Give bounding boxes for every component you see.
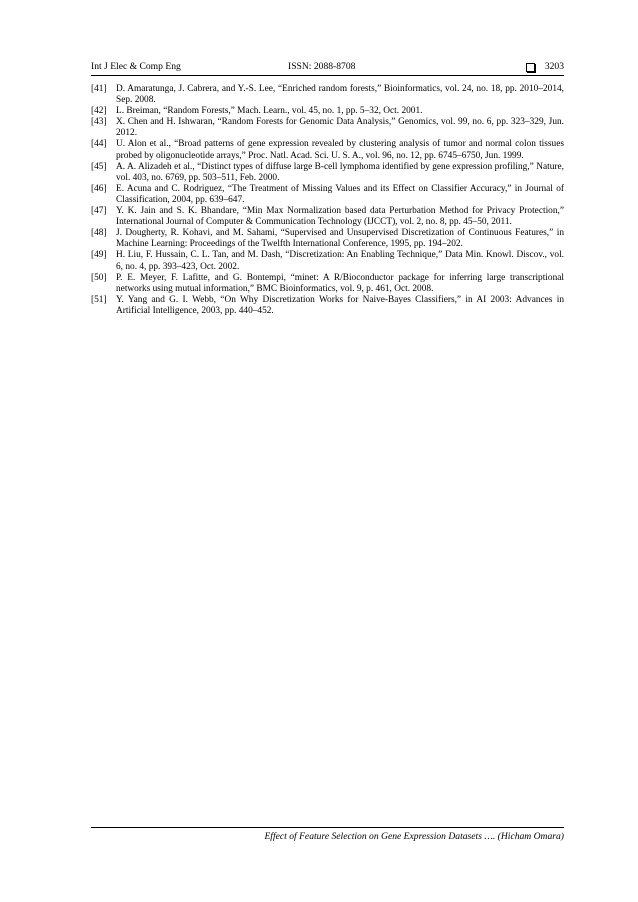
reference-list (91, 84, 564, 317)
reference-number: [43] (91, 117, 107, 128)
header-divider (91, 75, 564, 76)
page-number-group (526, 61, 564, 73)
reference-item (91, 84, 564, 106)
reference-item (91, 184, 564, 206)
reference-number: [42] (91, 106, 107, 117)
checkbox-square-icon (526, 63, 535, 72)
reference-number: [51] (91, 294, 107, 305)
reference-item (91, 273, 564, 295)
reference-text: A. A. Alizadeh et al., “Distinct types of diffuse large B-cell lymphoma identified by gene expression profiling,” Nature, vol. 403, no. 6769, pp. 503–511, Feb. 2000. (116, 161, 564, 183)
issn: ISSN: 2088-8708 (288, 61, 356, 72)
reference-text: U. Alon et al., “Broad patterns of gene expression revealed by clustering analysis of tumor and normal colon tissues probed by oligonucleotide arrays,” Proc. Natl. Acad. Sci. U. S. A., vol. 96, no. 12, pp. 6745–6750, Jun. 1999. (116, 139, 564, 161)
reference-number: [48] (91, 228, 107, 239)
reference-item (91, 117, 564, 139)
reference-text: P. E. Meyer, F. Lafitte, and G. Bontempi, “minet: A R/Bioconductor package for inferring large transcriptional networks using mutual information,” BMC Bioinformatics, vol. 9, p. 461, Oct. 2008. (116, 272, 564, 294)
reference-text: Y. K. Jain and S. K. Bhandare, “Min Max Normalization based data Perturbation Method for Privacy Protection,” International Journal of Computer & Communication Technology (IJCCT), vol. 2, no. 8, pp. 45–50, 2011. (116, 206, 564, 228)
reference-item (91, 106, 564, 117)
reference-number: [49] (91, 250, 107, 261)
reference-item (91, 162, 564, 184)
reference-text: X. Chen and H. Ishwaran, “Random Forests for Genomic Data Analysis,” Genomics, vol. 99, no. 6, pp. 323–329, Jun. 2012. (116, 117, 564, 139)
reference-text: H. Liu, F. Hussain, C. L. Tan, and M. Dash, “Discretization: An Enabling Technique,” Data Min. Knowl. Discov., vol. 6, no. 4, pp. 393–423, Oct. 2002. (116, 250, 564, 272)
running-footer: Effect of Feature Selection on Gene Expression Datasets …. (Hicham Omara) (264, 831, 564, 842)
reference-text: Y. Yang and G. I. Webb, “On Why Discretization Works for Naive-Bayes Classifiers,” in AI 2003: Advances in Artificial Intelligence, 2003, pp. 440–452. (116, 294, 564, 316)
reference-number: [41] (91, 84, 107, 94)
reference-number: [50] (91, 272, 107, 283)
reference-text: J. Dougherty, R. Kohavi, and M. Sahami, “Supervised and Unsupervised Discretization of Continuous Features,” in Machine Learning: Proceedings of the Twelfth International Conference, 1995, pp. 194–202. (116, 228, 564, 250)
page-number: 3203 (544, 61, 564, 72)
reference-item (91, 139, 564, 161)
reference-number: [45] (91, 161, 107, 172)
reference-item (91, 250, 564, 272)
reference-number: [47] (91, 206, 107, 217)
reference-number: [46] (91, 183, 107, 194)
reference-item (91, 295, 564, 317)
reference-text: D. Amaratunga, J. Cabrera, and Y.-S. Lee, “Enriched random forests,” Bioinformatics, vol. 24, no. 18, pp. 2010–2014, Sep. 2008. (116, 84, 564, 106)
reference-text: E. Acuna and C. Rodriguez, “The Treatment of Missing Values and its Effect on Classifier Accuracy,” in Journal of Classification, 2004, pp. 639–647. (116, 183, 564, 205)
reference-number: [44] (91, 139, 107, 150)
reference-text: L. Breiman, “Random Forests,” Mach. Learn., vol. 45, no. 1, pp. 5–32, Oct. 2001. (116, 106, 423, 117)
footer-divider (91, 827, 564, 828)
reference-item (91, 228, 564, 250)
journal-name: Int J Elec & Comp Eng (91, 61, 181, 72)
reference-item (91, 206, 564, 228)
